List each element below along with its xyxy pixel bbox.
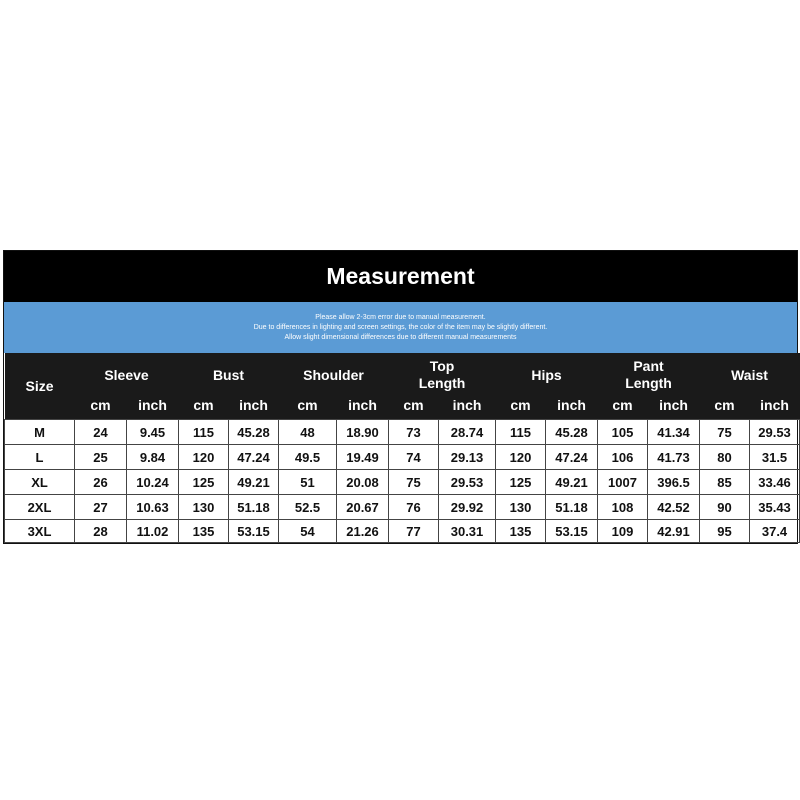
value-cell: 125 (179, 470, 229, 495)
value-cell: 51.18 (546, 495, 598, 520)
unit-cm: cm (496, 397, 546, 420)
value-cell: 10.24 (127, 470, 179, 495)
value-cell: 28 (75, 520, 127, 543)
table-row (5, 470, 800, 495)
value-cell: 75 (389, 470, 439, 495)
value-cell: 41.34 (648, 420, 700, 445)
unit-cm: cm (598, 397, 648, 420)
value-cell: 108 (598, 495, 648, 520)
value-cell: 28.74 (439, 420, 496, 445)
pant-length-header: Pant Length (598, 353, 700, 397)
note-line: Due to differences in lighting and screen settings, the color of the item may be slightly different. (253, 323, 548, 331)
value-cell: 74 (389, 445, 439, 470)
value-cell: 29.53 (439, 470, 496, 495)
value-cell: 130 (179, 495, 229, 520)
unit-row (5, 397, 800, 420)
value-cell: 31.5 (750, 445, 800, 470)
table-row (5, 420, 800, 445)
table-row (5, 495, 800, 520)
value-cell: 80 (700, 445, 750, 470)
value-cell: 135 (179, 520, 229, 543)
value-cell: 33.46 (750, 470, 800, 495)
measurement-table (4, 353, 800, 543)
value-cell: 49.21 (546, 470, 598, 495)
value-cell: 95 (700, 520, 750, 543)
value-cell: 396.5 (648, 470, 700, 495)
value-cell: 30.31 (439, 520, 496, 543)
value-cell: 52.5 (279, 495, 337, 520)
value-cell: 19.49 (337, 445, 389, 470)
value-cell: 49.21 (229, 470, 279, 495)
table-body (5, 420, 800, 543)
value-cell: 26 (75, 470, 127, 495)
value-cell: 115 (496, 420, 546, 445)
unit-inch: inch (546, 397, 598, 420)
value-cell: 45.28 (229, 420, 279, 445)
value-cell: 49.5 (279, 445, 337, 470)
value-cell: 51.18 (229, 495, 279, 520)
value-cell: 90 (700, 495, 750, 520)
table-row (5, 520, 800, 543)
notes-banner (4, 302, 797, 353)
unit-inch: inch (229, 397, 279, 420)
unit-cm: cm (75, 397, 127, 420)
hips-header: Hips (496, 353, 598, 397)
unit-cm: cm (179, 397, 229, 420)
shoulder-header: Shoulder (279, 353, 389, 397)
size-cell: 3XL (5, 520, 75, 543)
value-cell: 54 (279, 520, 337, 543)
value-cell: 120 (179, 445, 229, 470)
unit-inch: inch (337, 397, 389, 420)
value-cell: 24 (75, 420, 127, 445)
waist-header: Waist (700, 353, 800, 397)
value-cell: 105 (598, 420, 648, 445)
value-cell: 109 (598, 520, 648, 543)
value-cell: 29.53 (750, 420, 800, 445)
value-cell: 51 (279, 470, 337, 495)
value-cell: 20.67 (337, 495, 389, 520)
value-cell: 76 (389, 495, 439, 520)
bust-header: Bust (179, 353, 279, 397)
top-length-header: Top Length (389, 353, 496, 397)
size-cell: 2XL (5, 495, 75, 520)
value-cell: 25 (75, 445, 127, 470)
value-cell: 20.08 (337, 470, 389, 495)
unit-inch: inch (127, 397, 179, 420)
note-line: Allow slight dimensional differences due to different manual measurements (284, 333, 517, 341)
value-cell: 29.92 (439, 495, 496, 520)
value-cell: 53.15 (546, 520, 598, 543)
value-cell: 77 (389, 520, 439, 543)
value-cell: 42.91 (648, 520, 700, 543)
value-cell: 11.02 (127, 520, 179, 543)
sleeve-header: Sleeve (75, 353, 179, 397)
value-cell: 115 (179, 420, 229, 445)
value-cell: 9.84 (127, 445, 179, 470)
value-cell: 73 (389, 420, 439, 445)
value-cell: 135 (496, 520, 546, 543)
value-cell: 53.15 (229, 520, 279, 543)
table-row (5, 445, 800, 470)
value-cell: 10.63 (127, 495, 179, 520)
value-cell: 48 (279, 420, 337, 445)
value-cell: 1007 (598, 470, 648, 495)
value-cell: 41.73 (648, 445, 700, 470)
unit-inch: inch (439, 397, 496, 420)
value-cell: 120 (496, 445, 546, 470)
chart-title-bar (4, 251, 797, 302)
value-cell: 29.13 (439, 445, 496, 470)
unit-cm: cm (279, 397, 337, 420)
value-cell: 18.90 (337, 420, 389, 445)
value-cell: 130 (496, 495, 546, 520)
value-cell: 47.24 (546, 445, 598, 470)
value-cell: 9.45 (127, 420, 179, 445)
value-cell: 21.26 (337, 520, 389, 543)
unit-inch: inch (648, 397, 700, 420)
value-cell: 35.43 (750, 495, 800, 520)
note-line: Please allow 2-3cm error due to manual measurement. (315, 313, 486, 321)
size-chart (3, 250, 798, 544)
size-cell: L (5, 445, 75, 470)
value-cell: 85 (700, 470, 750, 495)
value-cell: 37.4 (750, 520, 800, 543)
size-header: Size (5, 353, 75, 420)
value-cell: 27 (75, 495, 127, 520)
unit-cm: cm (389, 397, 439, 420)
value-cell: 45.28 (546, 420, 598, 445)
unit-inch: inch (750, 397, 800, 420)
table-header (5, 353, 800, 420)
value-cell: 75 (700, 420, 750, 445)
chart-title: Measurement (326, 263, 475, 289)
value-cell: 47.24 (229, 445, 279, 470)
size-cell: M (5, 420, 75, 445)
value-cell: 106 (598, 445, 648, 470)
unit-cm: cm (700, 397, 750, 420)
value-cell: 42.52 (648, 495, 700, 520)
size-cell: XL (5, 470, 75, 495)
value-cell: 125 (496, 470, 546, 495)
